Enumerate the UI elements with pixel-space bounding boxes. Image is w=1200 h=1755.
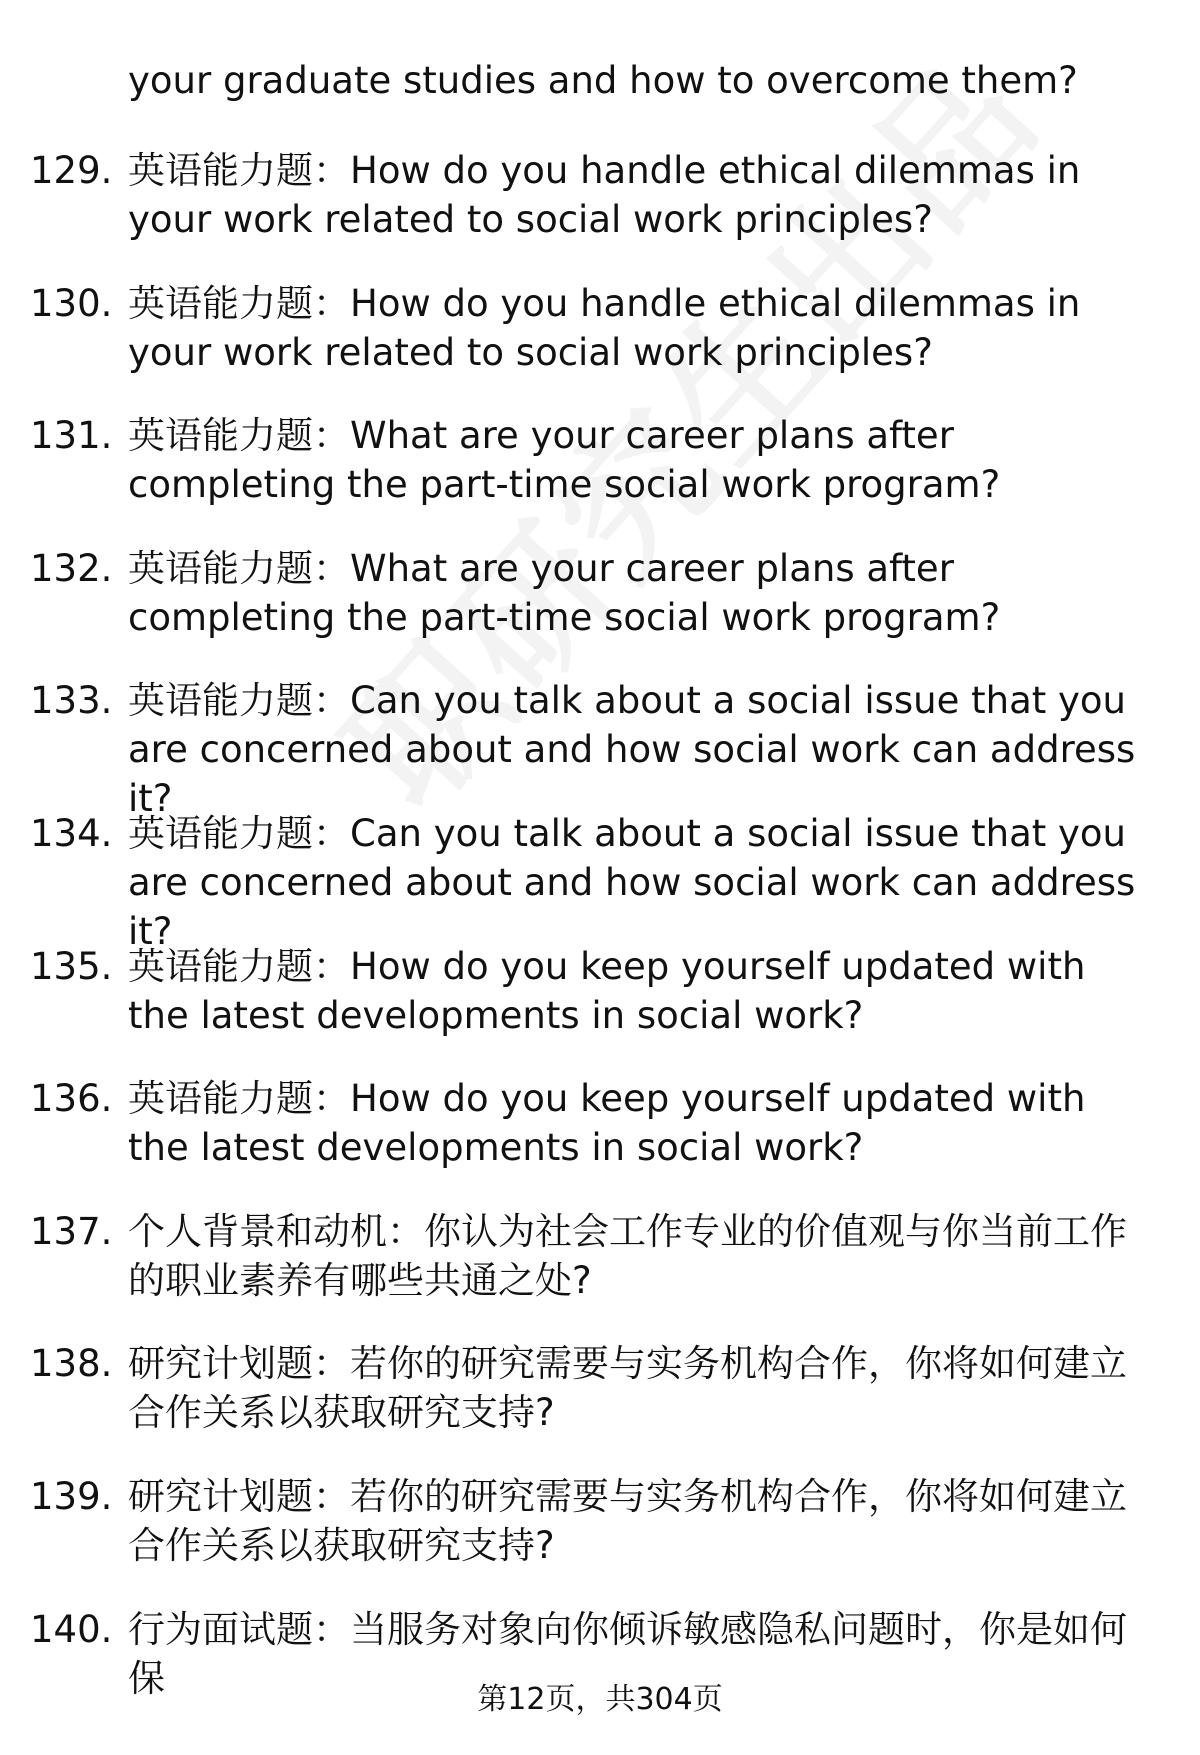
list-item: [0, 803, 1200, 953]
item-number: 136.: [30, 1077, 113, 1121]
item-number: 130.: [30, 281, 113, 325]
list-item: [0, 1466, 1200, 1599]
item-number: 139.: [30, 1474, 113, 1518]
list-item: [0, 670, 1200, 821]
item-number: 138.: [30, 1342, 113, 1386]
list-item: [0, 1068, 1200, 1201]
list-item: [0, 273, 1200, 406]
continuation-text: your graduate studies and how to overcome them?: [128, 59, 1078, 102]
item-number: 140.: [30, 1607, 113, 1651]
item-text: 研究计划题：若你的研究需要与实务机构合作，你将如何建立合作关系以获取研究支持?: [128, 1474, 1127, 1567]
list-item: [0, 538, 1200, 671]
list-item: [0, 1201, 1200, 1334]
item-text: 研究计划题：若你的研究需要与实务机构合作，你将如何建立合作关系以获取研究支持?: [128, 1342, 1127, 1435]
item-text: 行为面试题：当服务对象向你倾诉敏感隐私问题时，你是如何保: [128, 1607, 1127, 1700]
item-number: 131.: [30, 414, 113, 458]
item-text: 英语能力题：What are your career plans after completing the part-time social work program?: [128, 414, 1001, 507]
item-number: 132.: [30, 546, 113, 590]
list-item: [0, 1333, 1200, 1466]
list-item: [0, 405, 1200, 538]
list-item: [0, 936, 1200, 1069]
item-number: 133.: [30, 679, 113, 723]
item-text: 英语能力题：How do you keep yourself updated with the latest developments in social work?: [128, 1077, 1086, 1170]
item-number: 135.: [30, 944, 113, 988]
question-list: [0, 140, 1200, 1731]
item-text: 英语能力题：How do you handle ethical dilemmas in your work related to social work principles?: [128, 149, 1081, 241]
item-text: 英语能力题：How do you keep yourself updated with the latest developments in social work?: [128, 944, 1086, 1037]
item-text: 个人背景和动机：你认为社会工作专业的价值观与你当前工作的职业素养有哪些共通之处?: [128, 1209, 1127, 1302]
item-text: 英语能力题：How do you handle ethical dilemmas in your work related to social work principles?: [128, 281, 1081, 374]
item-number: 134.: [30, 811, 113, 855]
list-item: [0, 140, 1200, 273]
item-text: 英语能力题：What are your career plans after completing the part-time social work program?: [128, 546, 1001, 639]
item-number: 137.: [30, 1209, 113, 1253]
item-text: 英语能力题：Can you talk about a social issue that you are concerned about and how social work can address it?: [128, 679, 1136, 821]
page-footer: 第12页，共304页: [477, 1682, 723, 1717]
item-number: 129.: [30, 149, 113, 192]
item-text: 英语能力题：Can you talk about a social issue that you are concerned about and how social work can address it?: [128, 811, 1136, 953]
